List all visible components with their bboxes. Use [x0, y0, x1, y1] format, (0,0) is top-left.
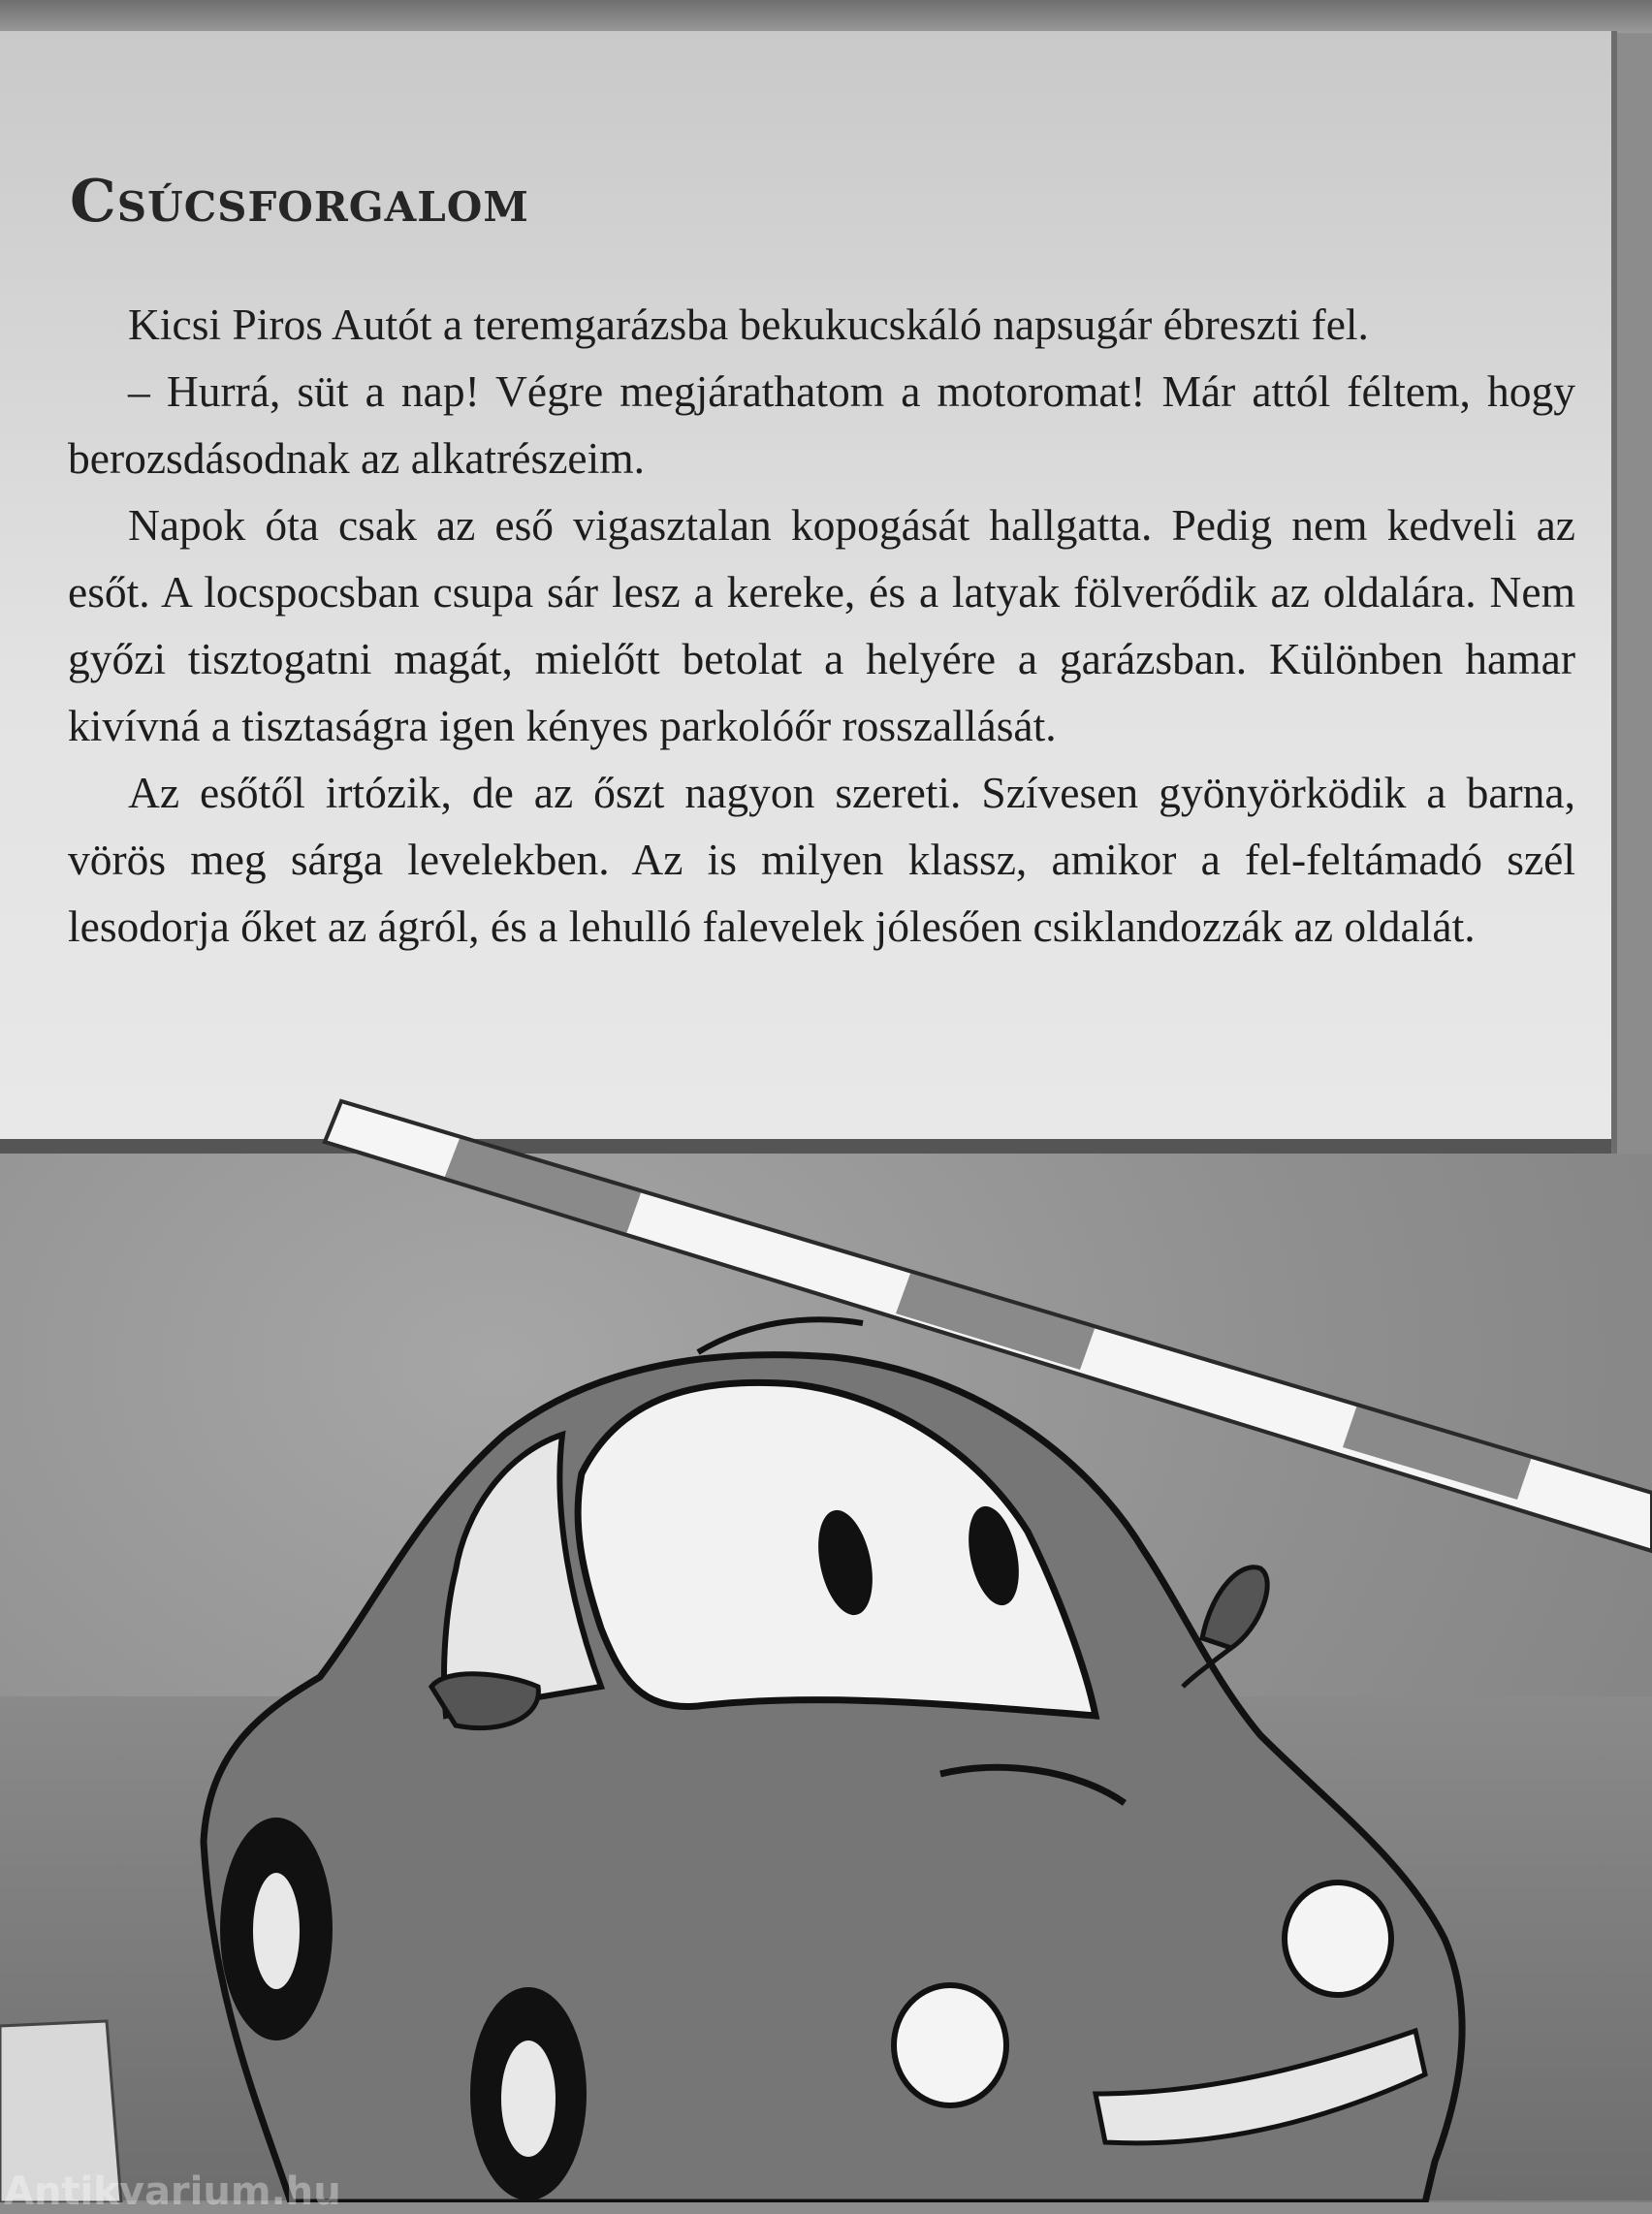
- paragraph: Az esőtől irtózik, de az őszt nagyon szereti. Szívesen gyönyörködik a barna, vörös meg sárga levelekben. Az is milyen klassz, amikor a fel-feltámadó szél lesodorja őket az ágról, és a lehulló falevelek jólesően csiklandozzák az oldalát.: [68, 768, 1575, 951]
- car: [204, 1319, 1462, 2202]
- paragraph: – Hurrá, süt a nap! Végre megjárathatom a motoromat! Már attól féltem, hogy berozsdásodnak az alkatrészeim.: [68, 366, 1575, 483]
- story-text: [68, 291, 1575, 960]
- paragraph: Napok óta csak az eső vigasztalan kopogását hallgatta. Pedig nem kedveli az esőt. A locspocsban csupa sár lesz a kereke, és a latyak fölverődik az oldalára. Nem győzi tisztogatni magát, mielőtt betolat a helyére a garázsban. Különben hamar kivívná a tisztaságra igen kényes parkolóőr rosszallását.: [68, 500, 1575, 750]
- chapter-title: Csúcsforgalom: [70, 168, 529, 236]
- watermark: Antikvarium.hu: [4, 2169, 341, 2214]
- paragraph: Kicsi Piros Autót a teremgarázsba bekukucskáló napsugár ébreszti fel.: [128, 300, 1369, 349]
